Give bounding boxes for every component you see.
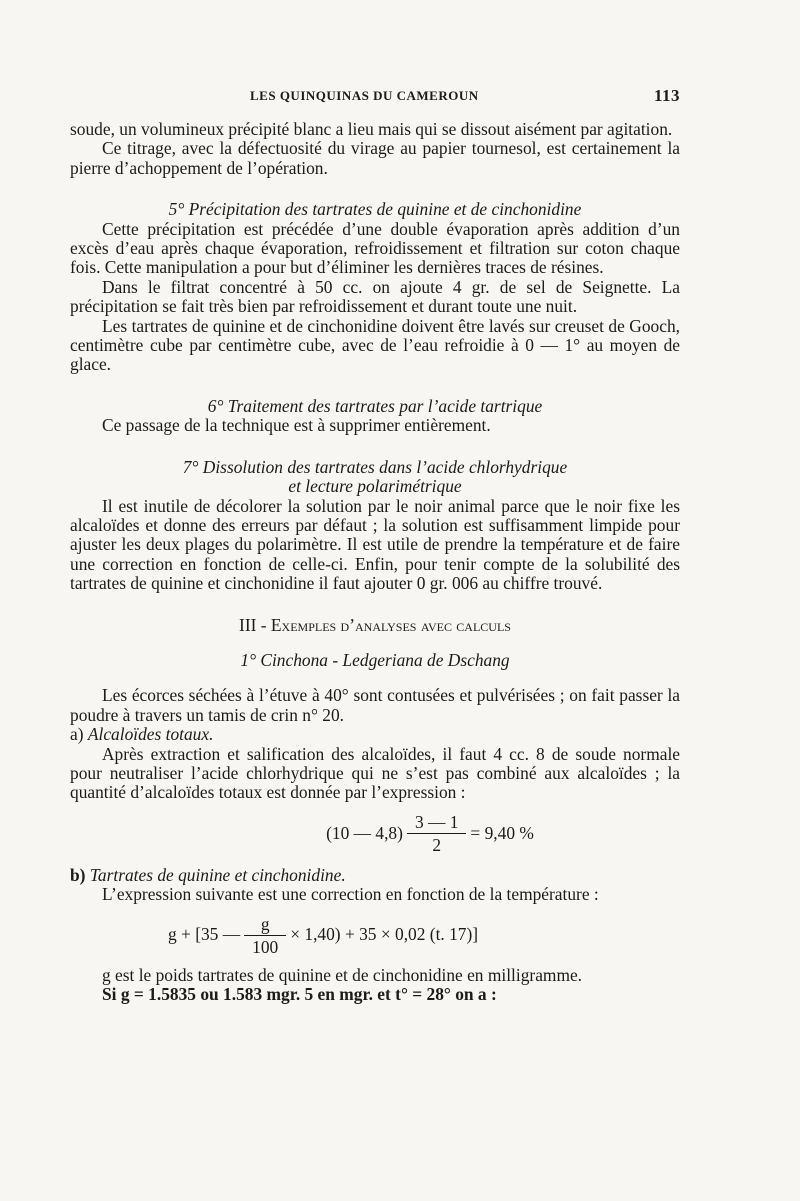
formula1-right: = 9,40 % [470,822,534,843]
formula1-fraction [411,813,462,854]
subsection-a-title: Alcaloïdes totaux. [87,724,214,745]
formula2-denominator: 100 [244,935,286,956]
example-heading-1: 1° Cinchona - Ledgeriana de Dschang [240,649,510,670]
page-number: 113 [653,86,680,105]
formula2-left: g + [35 — [168,924,241,945]
subsection-a-label: a) [70,724,84,745]
paragraph: g est le poids tartrates de quinine et de cinchonidine en milligramme. [102,964,583,985]
chapter-heading-3 [70,616,680,635]
page-body [70,120,680,1004]
paragraph: L’expression suivante est une correction en fonction de la température : [102,884,599,905]
paragraph: Si g = 1.5835 ou 1.583 mgr. 5 en mgr. et t° = 28° on a : [102,984,497,1004]
formula2-right: × 1,40) + 35 × 0,02 (t. 17)] [290,924,479,945]
section-heading-7-line2: et lecture polarimétrique [288,476,462,497]
section-heading-7: 7° Dissolution des tartrates dans l’acide chlorhydrique [182,456,568,477]
paragraph: Il est inutile de décolorer la solution par le noir animal parce que le noir fixe les alcaloïdes et donne des erreurs par défaut ; la solution est suffisamment limpide pour ajuster les deux plages du polarimètre. Il est utile de prendre la température et de faire une correction en fonction de celle-ci. Enfin, pour tenir compte de la solubilité des tartrates de quinine et cinchonidine il faut ajouter 0 gr. 006 au chiffre trouvé. [70,495,680,594]
formula-temperature-correction [168,915,680,956]
formula1-denominator: 2 [407,833,466,854]
paragraph: Les tartrates de quinine et de cinchonidine doivent être lavés sur creuset de Gooch, centimètre cube par centimètre cube, avec de l’eau refroidie à 0 — 1° au moyen de glace. [70,315,680,375]
section-heading-5: 5° Précipitation des tartrates de quinine et de cinchonidine [168,199,582,220]
subsection-b [70,866,680,885]
formula1-numerator: 3 — 1 [414,811,459,832]
chapter-heading-text: Exemples d’analyses avec calculs [270,614,511,635]
paragraph: Ce passage de la technique est à supprimer entièrement. [102,415,491,436]
running-title: LES QUINQUINAS DU CAMEROUN [250,88,479,103]
paragraph: Après extraction et salification des alcaloïdes, il faut 4 cc. 8 de soude normale pour neutraliser l’acide chlorhydrique qui ne s’est pas combiné aux alcaloïdes ; la quantité d’alcaloïdes totaux est donnée par l’expression : [70,743,680,803]
formula2-numerator: g [260,913,270,934]
formula-alkaloids [180,813,680,854]
formula2-fraction [248,915,282,956]
formula1-left: (10 — 4,8) [326,822,403,843]
paragraph: Cette précipitation est précédée d’une double évaporation après addition d’un excès d’eau après chaque évaporation, refroidissement et filtration sur coton chaque fois. Cette manipulation a pour but d’éliminer les dernières traces de résines. [70,218,680,278]
paragraph: soude, un volumineux précipité blanc a lieu mais qui se dissout aisément par agitation. [70,119,673,139]
paragraph: Ce titrage, avec la défectuosité du virage au papier tournesol, est certainement la pierre d’achoppement de l’opération. [70,138,680,178]
paragraph: Dans le filtrat concentré à 50 cc. on ajoute 4 gr. de sel de Seignette. La précipitation se fait très bien par refroidissement et durant toute une nuit. [70,276,680,317]
section-heading-6: 6° Traitement des tartrates par l’acide tartrique [207,395,543,416]
subsection-b-label: b) [70,864,86,885]
chapter-heading-roman: III - [239,614,267,635]
subsection-b-title: Tartrates de quinine et cinchonidine. [89,864,346,885]
paragraph: Les écorces séchées à l’étuve à 40° sont contusées et pulvérisées ; on fait passer la poudre à travers un tamis de crin n° 20. [70,685,680,725]
subsection-a [70,725,680,744]
